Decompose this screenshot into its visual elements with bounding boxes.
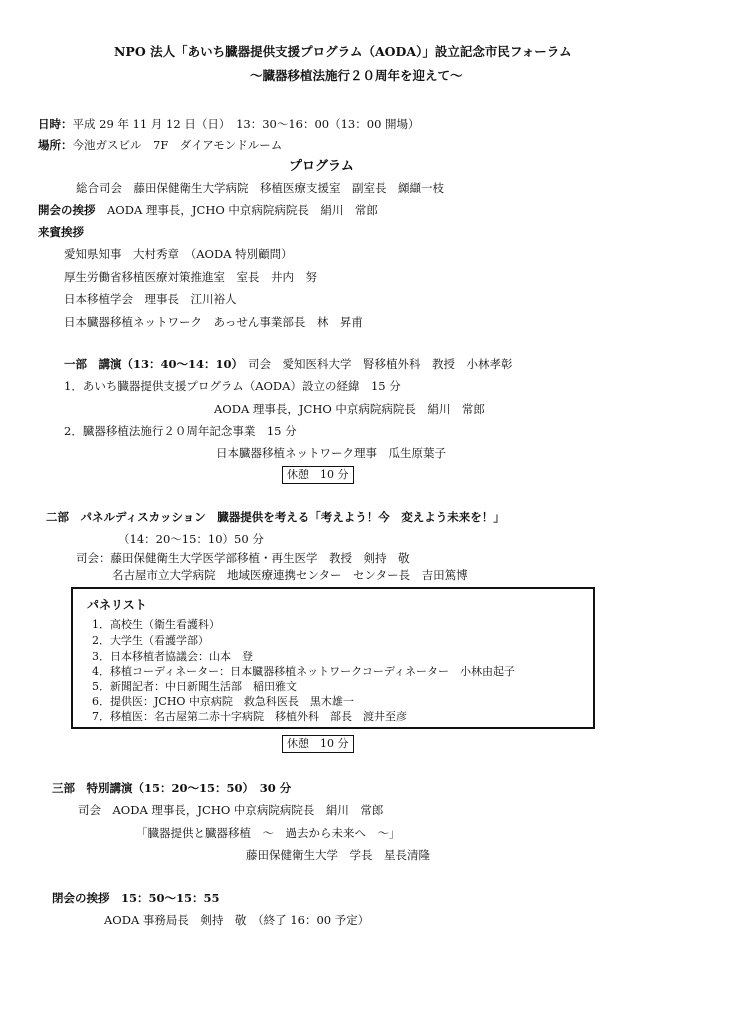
date-value: 平成 29 年 11 月 12 日（日） 13：30～16：00（13：00 開場） [72, 117, 420, 131]
guest-item: 日本臓器移植ネットワーク あっせん事業部長 林 昇甫 [64, 315, 363, 329]
panelist-item: 7．移植医：名古屋第二赤十字病院 移植外科 部長 渡井至彦 [92, 710, 407, 723]
place-value: 今池ガスビル 7F ダイアモンドルーム [72, 138, 283, 152]
date-row [38, 119, 420, 131]
page-title: NPO 法人「あいち臓器提供支援プログラム（AODA）」設立記念市民フォーラム [114, 44, 572, 59]
panelist-item: 3．日本移植者協議会：山本 登 [92, 650, 253, 663]
date-label: 日時： [38, 117, 73, 131]
part1-moderator: 司会 愛知医科大学 腎移植外科 教授 小林孝彰 [248, 357, 513, 371]
panelists-box [71, 587, 595, 729]
opening-row [38, 205, 378, 217]
panelists-title: パネリスト [87, 598, 147, 612]
part2-time: （14：20～15：10）50 分 [118, 532, 264, 546]
break-badge: 休憩 10 分 [282, 466, 354, 484]
place-row [38, 140, 282, 152]
part3-moderator: 司会 AODA 理事長，JCHO 中京病院病院長 絹川 常郎 [78, 803, 384, 817]
part3-lecture-title: 「臓器提供と臓器移植 ～ 過去から未来へ ～」 [136, 826, 401, 840]
panelist-item: 5．新聞記者：中日新聞生活部 稲田雅文 [92, 680, 297, 693]
panelist-item: 2．大学生（看護学部） [92, 634, 209, 647]
guest-item: 愛知県知事 大村秀章 （AODA 特別顧問） [64, 247, 293, 261]
panelist-item: 1．高校生（衛生看護科） [92, 618, 220, 631]
guest-item: 厚生労働省移植医療対策推進室 室長 井内 努 [64, 270, 317, 284]
page-subtitle: ～臓器移植法施行２０周年を迎えて～ [250, 68, 463, 83]
guests-label: 来賓挨拶 [38, 225, 84, 239]
part1-talk1: 1．あいち臓器提供支援プログラム（AODA）設立の経緯 15 分 [64, 379, 401, 393]
general-mc: 総合司会 藤田保健衛生大学病院 移植医療支援室 副室長 纐纈一枝 [76, 181, 444, 195]
part2-moderator-1: 司会：藤田保健衛生大学医学部移植・再生医学 教授 剣持 敬 [76, 551, 410, 565]
part1-heading: 一部 講演（13：40～14：10） [64, 357, 244, 371]
break-badge: 休憩 10 分 [282, 735, 354, 753]
opening-label: 開会の挨拶 [38, 203, 96, 217]
program-heading: プログラム [289, 159, 354, 174]
place-label: 場所： [38, 138, 73, 152]
part1-talk2-speaker: 日本臓器移植ネットワーク理事 瓜生原葉子 [216, 446, 446, 460]
opening-text: AODA 理事長，JCHO 中京病院病院長 絹川 常郎 [107, 203, 378, 217]
panelist-item: 4．移植コーディネーター：日本臓器移植ネットワークコーディネーター 小林由起子 [92, 665, 516, 678]
closing-heading: 閉会の挨拶 15：50～15：55 [52, 891, 220, 905]
closing-text: AODA 事務局長 剣持 敬 （終了 16：00 予定） [104, 913, 370, 927]
guest-item: 日本移植学会 理事長 江川裕人 [64, 292, 237, 306]
part1-talk2: 2．臓器移植法施行２０周年記念事業 15 分 [64, 424, 297, 438]
part3-lecturer: 藤田保健衛生大学 学長 星長清隆 [246, 848, 430, 862]
part2-moderator-2: 名古屋市立大学病院 地域医療連携センター センター長 吉田篤博 [112, 568, 468, 582]
panelist-item: 6．提供医：JCHO 中京病院 救急科医長 黒木雄一 [92, 695, 354, 708]
part2-heading: 二部 パネルディスカッション 臓器提供を考える「考えよう！今 変えよう未来を！」 [46, 510, 505, 524]
part1-talk1-speaker: AODA 理事長，JCHO 中京病院病院長 絹川 常郎 [214, 402, 485, 416]
part3-heading: 三部 特別講演（15：20～15：50） 30 分 [52, 781, 292, 795]
